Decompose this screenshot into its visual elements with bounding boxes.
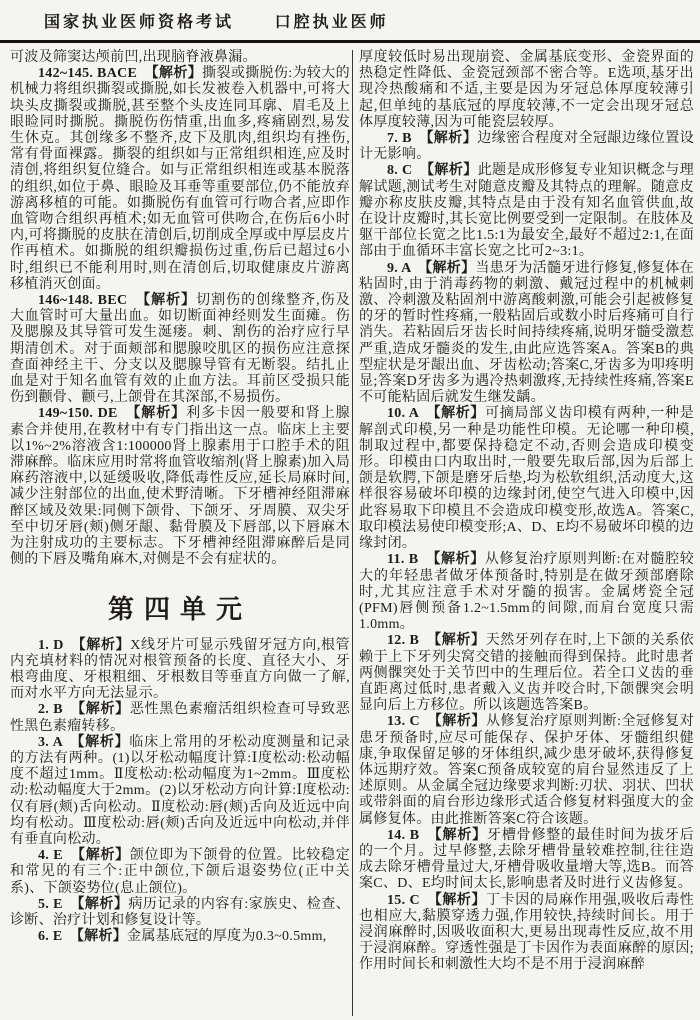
answer-key: 2. B: [38, 702, 79, 718]
analysis-tag: 【解析】: [78, 848, 130, 864]
answer-text: 病历记录的内容有:家族史、检查、诊断、治疗计划和修复设计等。: [10, 896, 350, 928]
analysis-tag: 【解析】: [434, 827, 488, 843]
answer-text: 当患牙为活髓牙进行修复,修复体在粘固时,由于消毒药物的刺激、戴冠过程中的机械刺激、冷刺激及粘固剂中游离酸刺激,可能会引起被修复的牙的暂时性疼痛,一般粘固后或数小时后疼痛可自行消失。若粘固后牙齿长时间持续疼痛,说明牙髓受激惹严重,造成牙髓炎的发生,由此应选答案A。答案B的典型症状是牙龈出血、牙齿松动;答案C,牙齿多为叩疼明显;答案D牙齿多为遇冷热刺激疼,无持续性疼痛,答案E不可能粘固后就发生继发龋。: [359, 260, 694, 406]
right-paragraphs: [359, 50, 694, 974]
analysis-tag: 【解析】: [143, 293, 197, 309]
left-top-paragraphs: [10, 50, 350, 569]
answer-key: 1. D: [38, 637, 79, 653]
analysis-tag: 【解析】: [425, 260, 476, 276]
answer-paragraph: [10, 638, 350, 703]
answer-text: 恶性黑色素瘤活组织检查可导致恶性黑色素瘤转移。: [10, 702, 350, 734]
answer-paragraph: [10, 406, 350, 568]
answer-paragraph: [359, 552, 694, 633]
answer-paragraph: [359, 828, 694, 893]
answer-paragraph: [359, 633, 694, 714]
analysis-tag: 【解析】: [426, 131, 478, 147]
answer-paragraph: [10, 293, 350, 406]
answer-key: 11. B: [387, 552, 434, 568]
left-column: [10, 50, 350, 945]
answer-paragraph: [359, 163, 694, 260]
answer-text: X线牙片可显示残留牙冠方向,根管内充填材料的情况对根管预备的长度、直径大小、牙根弯曲度、牙根粗细、牙根数目等垂直方向做一了解,而对水平方向无法显示。: [10, 637, 350, 702]
answer-key: 7. B: [387, 131, 427, 147]
analysis-tag: 【解析】: [78, 637, 131, 653]
answer-paragraph: [359, 714, 694, 827]
subject-title: 口腔执业医师: [274, 14, 389, 31]
answer-paragraph: [10, 929, 350, 945]
analysis-tag: 【解析】: [77, 734, 130, 750]
analysis-tag: 【解析】: [76, 929, 128, 945]
answer-key: 13. C: [387, 714, 435, 730]
answer-paragraph: [10, 702, 350, 734]
answer-key: 6. E: [38, 929, 77, 945]
answer-text: 天然牙列存在时,上下颌的关系依赖于上下牙列尖窝交错的接触而得到保持。此时患者两侧髁突处于关节凹中的生理后位。若全口义齿的垂直距离过低时,患者戴入义齿并咬合时,下颌髁突会明显向后上方移位。所以该题选答案B。: [359, 633, 694, 714]
answer-paragraph: [10, 897, 350, 929]
section-heading: 第四单元: [107, 594, 252, 624]
answer-text: 金属基底冠的厚度为0.3~0.5mm,: [127, 929, 327, 945]
answer-paragraph: [10, 50, 350, 66]
answer-text: 颌位即为下颌骨的位置。比较稳定和常见的有三个:正中颌位,下颌后退姿势位(正中关系)、下颌姿势位(息止颌位)。: [10, 848, 350, 896]
page-header: [44, 9, 389, 32]
answer-text: 丁卡因的局麻作用强,吸收后毒性也相应大,黏膜穿透力强,作用较快,持续时间长。用于浸润麻醉时,因吸收面积大,更易出现毒性反应,故不用于浸润麻醉。穿透性强是丁卡因作为表面麻醉的原因;作用时间长和刺激性大均不是不用于浸润麻醉: [359, 892, 694, 973]
answer-text: 可摘局部义齿印模有两种,一种是解剖式印模,另一种是功能性印模。无论哪一种印模,制取过程中,都要保持稳定不动,否则会造成印模变形。印模由口内取出时,一般要先取后部,因为后部上颌是软腭,下颌是磨牙后垫,均为松软组织,活动度大,这样很容易破坏印模的边缘封闭,使空气进入印模中,因此容易取下印模且不会造成印模变形,故选A。答案C,取印模法易使印模变形;A、D、E均不易破坏印模的边缘封闭。: [359, 406, 695, 552]
answer-text: 可波及筛窦达颅前凹,出现脑脊液鼻漏。: [10, 50, 257, 65]
answer-text: 边缘密合程度对全冠龈边缘位置设计无影响。: [359, 131, 695, 163]
analysis-tag: 【解析】: [433, 406, 486, 422]
analysis-tag: 【解析】: [434, 892, 487, 908]
answer-paragraph: [359, 50, 694, 131]
answer-text: 从修复治疗原则判断:在对髓腔较大的年轻患者做牙体预备时,特别是在做牙颈部磨除时,尤其应注意手术对牙髓的损害。金属烤瓷全冠(PFM)唇侧预备1.2~1.5mm的间隙,而肩台宽度只需1.0mm。: [359, 552, 694, 633]
answer-paragraph: [359, 893, 694, 974]
answer-text: 此题是成形修复专业知识概念与理解试题,测试考生对随意皮瓣及其特点的理解。随意皮瓣亦称皮肤皮瓣,其特点是由于没有知名血管供血,故在设计皮瓣时,其长宽比例要受到一定限制。在肢体及躯干部位长宽之比1.5:1为最安全,最好不超过2:1,在面部由于血循环丰富长宽之比可2~3:1。: [359, 163, 694, 260]
answer-paragraph: [359, 261, 694, 407]
answer-key: 14. B: [387, 827, 435, 843]
header-rule: [0, 40, 700, 43]
right-column: [359, 50, 694, 974]
answer-key: 146~148. BEC: [38, 293, 144, 309]
answer-paragraph: [359, 131, 694, 163]
answer-key: 12. B: [387, 633, 435, 649]
answer-text: 利多卡因一般要和肾上腺素合并使用,在教材中有专门指出这一点。临床上主要以1%~2%溶液含1:100000肾上腺素用于口腔手术的阻滞麻醉。临床应用时常将血管收缩剂(肾上腺素)加入局麻药溶液中,以延缓吸收,降低毒性反应,延长局麻时间,减少注射部位的出血,使术野清晰。下牙槽神经阻滞麻醉区域及效果:同侧下颌骨、下颌牙、牙周膜、双尖牙至中切牙唇(颊)侧牙龈、黏骨膜及下唇部,以下唇麻木为注射成功的主要标志。下牙槽神经阻滞麻醉后是同侧的下唇及嘴角麻木,对侧是不会有症状的。: [10, 406, 350, 568]
answer-key: 5. E: [38, 896, 78, 912]
column-divider: [352, 50, 353, 1016]
analysis-tag: 【解析】: [434, 714, 486, 730]
analysis-tag: 【解析】: [77, 896, 129, 912]
answer-key: 15. C: [387, 892, 435, 908]
answer-key: 4. E: [38, 848, 79, 864]
answer-text: 切割伤的创缘整齐,伤及大血管时可大量出血。如切断面神经则发生面瘫。伤及腮腺及其导管可发生涎瘘。刺、割伤的治疗应行早期清创术。对于面颊部和腮腺咬肌区的损伤应注意探查面神经主干、分支以及腮腺导管有无断裂。结扎止血是对于知名血管有效的止血方法。耳前区受损只能伤到颧骨、颧弓,上颌骨在其深部,不易损伤。: [10, 293, 350, 406]
answer-text: 厚度较低时易出现崩瓷、金属基底变形、金瓷界面的热稳定性降低、金瓷冠颈部不密合等。E选项,基牙出现冷热酸痛和不适,主要是因为牙冠总体厚度较薄引起,但单纯的基底冠的厚度较薄,不一定会出现牙冠总体厚度较薄,因为可能瓷层较厚。: [359, 50, 694, 130]
answer-text: 临床上常用的牙松动度测量和记录的方法有两种。(1)以牙松动幅度计算:Ⅰ度松动:松动幅度不超过1mm。Ⅱ度松动:松动幅度为1~2mm。Ⅲ度松动:松动幅度大于2mm。(2)以牙松动方向计算:Ⅰ度松动:仅有唇(颊)舌向松动。Ⅱ度松动:唇(颊)舌向及近远中向均有松动。Ⅲ度松动:唇(颊)舌向及近远中向松动,并伴有垂直向松动。: [10, 734, 351, 847]
answer-paragraph: [10, 735, 350, 848]
answer-key: 10. A: [387, 406, 434, 422]
answer-paragraph: [10, 66, 350, 293]
answer-paragraph: [359, 406, 694, 552]
answer-key: 149~150. DE: [38, 406, 134, 422]
answer-text: 从修复治疗原则判断:全冠修复对患牙预备时,应尽可能保存、保护牙体、牙髓组织健康,争取保留足够的牙体组织,减少患牙破坏,获得修复体远期疗效。答案C预备成较宽的肩台显然违反了上述原则。从金属全冠边缘要求判断:刃状、羽状、凹状或带斜面的肩台形边缘形式适合修复材料强度大的金属修复体。由此推断答案C符合该题。: [359, 714, 694, 827]
answer-text: 牙槽骨修整的最佳时间为拔牙后的一个月。过早修整,去除牙槽骨量较难控制,往往造成去除牙槽骨量过大,牙槽骨吸收量增大等,选B。而答案C、D、E均时间太长,影响患者及时进行义齿修复。: [359, 827, 695, 892]
answer-key: 8. C: [387, 163, 427, 179]
answer-key: 3. A: [38, 734, 78, 750]
analysis-tag: 【解析】: [433, 552, 485, 568]
exam-title: 国家执业医师资格考试: [44, 14, 235, 31]
analysis-tag: 【解析】: [151, 66, 203, 82]
answer-key: 9. A: [387, 260, 426, 276]
analysis-tag: 【解析】: [78, 702, 130, 718]
analysis-tag: 【解析】: [427, 163, 478, 179]
answer-text: 撕裂或撕脱伤:为较大的机械力将组织撕裂或撕脱,如长发被卷入机器中,可将大块头皮撕裂或撕脱,甚至整个头皮连同耳廓、眉毛及上眼睑同时撕脱。撕脱伤伤情重,出血多,疼痛剧烈,易发生休克。其创缘多不整齐,皮下及肌肉,组织均有挫伤,常有骨面裸露。撕裂的组织如与正常组织相连,应及时清创,将组织复位缝合。如与正常组织相连或基本脱落的组织,如位于鼻、眼睑及耳垂等重要部位,仍不能放弃游离移植的可能。如撕脱伤有血管可行吻合者,应即作血管吻合组织再植术;如无血管可供吻合,在伤后6小时内,可将撕脱的皮肤在清创后,切削成全厚或中厚层皮片作再植术。如撕脱的组织瓣损伤过重,伤后已超过6小时,组织已不能利用时,则在清创后,切取健康皮片游离移植消灭创面。: [10, 66, 350, 292]
answer-paragraph: [10, 848, 350, 897]
analysis-tag: 【解析】: [434, 633, 486, 649]
answer-key: 142~145. BACE: [38, 66, 152, 82]
left-bottom-paragraphs: [10, 638, 350, 946]
analysis-tag: 【解析】: [133, 406, 187, 422]
